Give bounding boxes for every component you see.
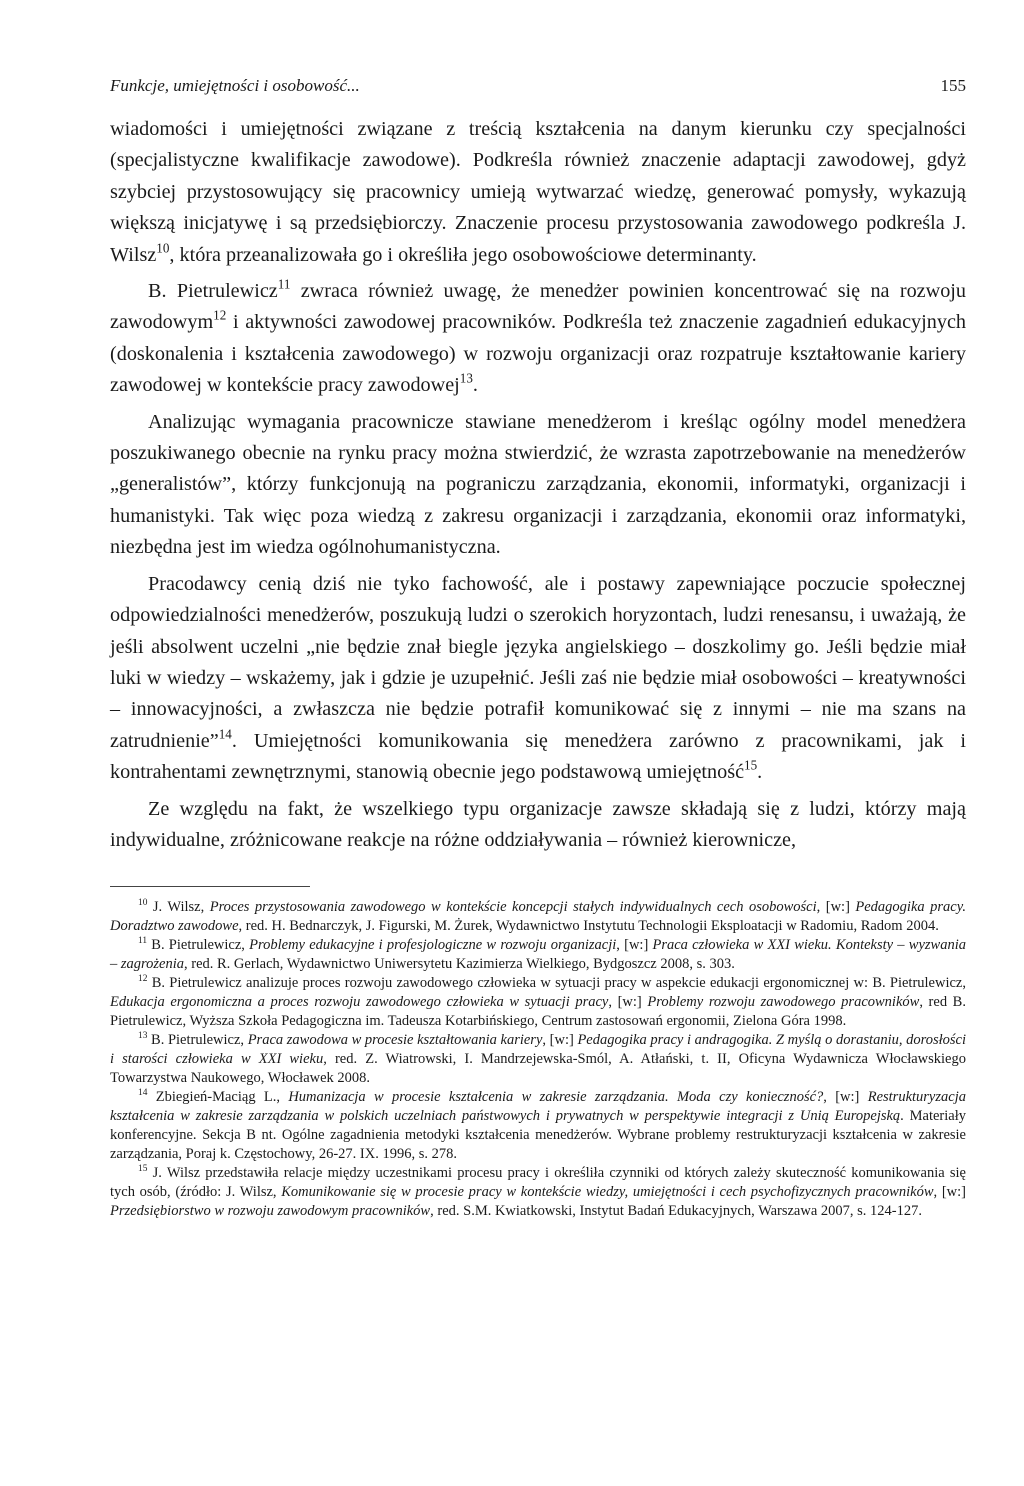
- footnote-separator: [110, 886, 310, 887]
- footnote-title: Proces przystosowania zawodowego w kontekście koncepcji stałych indywidualnych cech osobowości: [209, 899, 817, 915]
- page-number: 155: [940, 76, 966, 95]
- footnote-number: 14: [138, 1087, 148, 1098]
- footnote-text: Zbiegień-Maciąg L.,: [147, 1089, 289, 1105]
- paragraph-text: . Umiejętności komunikowania się menedżera zarówno z pracownikami, jak i kontrahentami zewnętrznymi, stanowią obecnie jego podstawową umiejętność: [110, 729, 966, 784]
- footnote-text: , [w:]: [933, 1184, 966, 1200]
- body-text: [110, 114, 966, 861]
- footnote-ref-13[interactable]: 13: [459, 370, 473, 386]
- footnote-title: Problemy edukacyjne i profesjologiczne w rozwoju organizacji: [249, 937, 617, 953]
- paragraph-text: i aktywności zawodowej pracowników. Podkreśla też znaczenie zagadnień edukacyjnych (doskonalenia i kształcenia zawodowego) w rozwoju organizacji oraz rozpatruje kształtowanie kariery zawodowej w kontekście pracy zawodowej: [110, 311, 966, 397]
- paragraph-text: .: [757, 761, 763, 784]
- footnote-text: J. Wilsz przedstawiła relacje między uczestnikami procesu pracy i określiła czynniki od których zależy skuteczność komunikowania się tych osób, (źródło: J. Wilsz,: [110, 1165, 966, 1200]
- footnote-text: , red B. Pietrulewicz, Wyższa Szkoła Pedagogiczna im. Tadeusza Kotarbińskiego, Centrum zastosowań ergonomii, Zielona Góra 1998.: [110, 994, 966, 1029]
- footnote-ref-11[interactable]: 11: [277, 276, 291, 292]
- running-title: Funkcje, umiejętności i osobowość...: [110, 76, 360, 95]
- footnote-text: , [w:]: [823, 1089, 868, 1105]
- paragraph-text: B. Pietrulewicz: [148, 280, 278, 303]
- footnote-text: J. Wilsz,: [147, 899, 210, 915]
- footnote-source-title: Pedagogika pracy i andragogika. Z myślą o dorastaniu, dorosłości i starości człowieka w XXI wieku: [110, 1032, 966, 1067]
- footnote-text: , red. S.M. Kwiatkowski, Instytut Badań Edukacyjnych, Warszawa 2007, s. 124-127.: [430, 1203, 922, 1219]
- footnote-text: , red. Z. Wiatrowski, I. Mandrzejewska-Smól, A. Atłański, t. II, Oficyna Wydawnicza Włocławskiego Towarzystwa Naukowego, Włocławek 2008.: [110, 1051, 966, 1086]
- footnote-text: B. Pietrulewicz,: [147, 937, 250, 953]
- paragraph-text: Analizując wymagania pracownicze stawiane menedżerom i kreśląc ogólny model menedżera poszukiwanego obecnie na rynku pracy można stwierdzić, że wzrasta zapotrzebowanie na menedżerów „generalistów”, którzy funkcjonują na pograniczu zarządzania, ekonomii, informatyki, organizacji i humanistyki. Tak więc poza wiedzą z zakresu organizacji i zarządzania, ekonomii oraz informatyki, niezbędna jest im wiedza ogólnohumanistyczna.: [110, 410, 966, 559]
- footnote-text: B. Pietrulewicz,: [147, 1032, 248, 1048]
- footnote-text: , [w:]: [816, 899, 856, 915]
- footnote-13: [110, 1031, 966, 1088]
- paragraph-text: wiadomości i umiejętności związane z treścią kształcenia na danym kierunku czy specjalności (specjalistyczne kwalifikacje zawodowe). Podkreśla również znaczenie adaptacji zawodowej, gdyż szybciej przystosowujący się pracownicy umieją wytwarzać wiedzę, generować pomysły, wykazują większą inicjatywę i są przedsiębiorczy. Znaczenie procesu przystosowania zawodowego podkreśla J. Wilsz: [110, 118, 966, 266]
- footnote-text: , [w:]: [608, 994, 648, 1010]
- footnote-source-title: Praca człowieka w XXI wieku. Konteksty – wyzwania – zagrożenia: [110, 937, 966, 972]
- footnote-title: Praca zawodowa w procesie kształtowania kariery: [247, 1032, 543, 1048]
- footnote-ref-10[interactable]: 10: [156, 240, 170, 256]
- footnote-14: [110, 1088, 966, 1164]
- footnote-text: , red. R. Gerlach, Wydawnictwo Uniwersytetu Kazimierza Wielkiego, Bydgoszcz 2008, s. 303.: [183, 956, 735, 972]
- paragraph-1: [110, 114, 966, 271]
- footnotes: [110, 898, 966, 1221]
- footnote-11: [110, 936, 966, 974]
- footnote-source-title: Pedagogika pracy. Doradztwo zawodowe: [110, 899, 966, 934]
- footnote-source-title: Restrukturyzacja kształcenia w zakresie zarządzania w polskich uczelniach państwowych i prywatnych w perspektywie integracji z Unią Europejską: [110, 1089, 966, 1124]
- footnote-12: [110, 974, 966, 1031]
- paragraph-text: , która przeanalizowała go i określiła jego osobowościowe determinanty.: [169, 243, 757, 266]
- footnote-ref-15[interactable]: 15: [744, 757, 758, 773]
- footnote-number: 15: [138, 1163, 148, 1174]
- footnote-text: , [w:]: [542, 1032, 578, 1048]
- footnote-number: 10: [138, 897, 148, 908]
- footnote-source-title: Problemy rozwoju zawodowego pracowników: [647, 994, 920, 1010]
- footnote-10: [110, 898, 966, 936]
- footnote-ref-14[interactable]: 14: [218, 726, 232, 742]
- paragraph-2: [110, 276, 966, 402]
- paragraph-4: [110, 569, 966, 789]
- footnote-title: Edukacja ergonomiczna a proces rozwoju zawodowego człowieka w sytuacji pracy: [110, 994, 609, 1010]
- footnote-title: Komunikowanie się w procesie pracy w kontekście wiedzy, umiejętności i cech psychofizycznych pracowników: [281, 1184, 934, 1200]
- footnote-text: , [w:]: [616, 937, 653, 953]
- paragraph-5: [110, 794, 966, 857]
- footnote-source-title: Przedsiębiorstwo w rozwoju zawodowym pracowników: [110, 1203, 431, 1219]
- paragraph-text: zwraca również uwagę, że menedżer powinien koncentrować się na rozwoju zawodowym: [110, 280, 966, 334]
- paragraph-text: .: [472, 374, 478, 397]
- paragraph-text: Pracodawcy cenią dziś nie tyko fachowość, ale i postawy zapewniające poczucie społecznej odpowiedzialności menedżerów, poszukują ludzi o szerokich horyzontach, ludzi renesansu, i uważają, że jeśli absolwent uczelni „nie będzie znał biegle języka angielskiego – doszkolimy go. Jeśli będzie miał luki w wiedzy – wskażemy, jak i gdzie je uzupełnić. Jeśli zaś nie będzie miał osobowości – kreatywności – innowacyjności, a zwłaszcza nie będzie potrafił komunikować się z innymi – nie ma szans na zatrudnienie”: [110, 572, 966, 752]
- paragraph-3: [110, 407, 966, 564]
- footnote-ref-12[interactable]: 12: [213, 307, 227, 323]
- footnote-number: 13: [138, 1030, 148, 1041]
- footnote-15: [110, 1164, 966, 1221]
- running-header: [110, 76, 966, 96]
- footnote-number: 12: [138, 973, 148, 984]
- footnote-title: Humanizacja w procesie kształcenia w zakresie zarządzania. Moda czy konieczność?: [288, 1089, 824, 1105]
- footnote-text: B. Pietrulewicz analizuje proces rozwoju zawodowego człowieka w sytuacji pracy w aspekcie edukacji ergonomicznej w: B. Pietrulewicz,: [147, 975, 966, 991]
- footnote-number: 11: [138, 935, 148, 946]
- footnote-text: , red. H. Bednarczyk, J. Figurski, M. Żurek, Wydawnictwo Instytutu Technologii Eksploatacji w Radomiu, Radom 2004.: [238, 918, 939, 934]
- footnote-text: . Materiały konferencyjne. Sekcja B nt. Ogólne zagadnienia metodyki kształcenia menedżerów. Wybrane problemy restrukturyzacji kształcenia w zakresie zarządzania, Poraj k. Częstochowy, 26-27. IX. 1996, s. 278.: [110, 1108, 966, 1162]
- paragraph-text: Ze względu na fakt, że wszelkiego typu organizacje zawsze składają się z ludzi, którzy mają indywidualne, zróżnicowane reakcje na różne oddziaływania – również kierownicze,: [110, 797, 966, 851]
